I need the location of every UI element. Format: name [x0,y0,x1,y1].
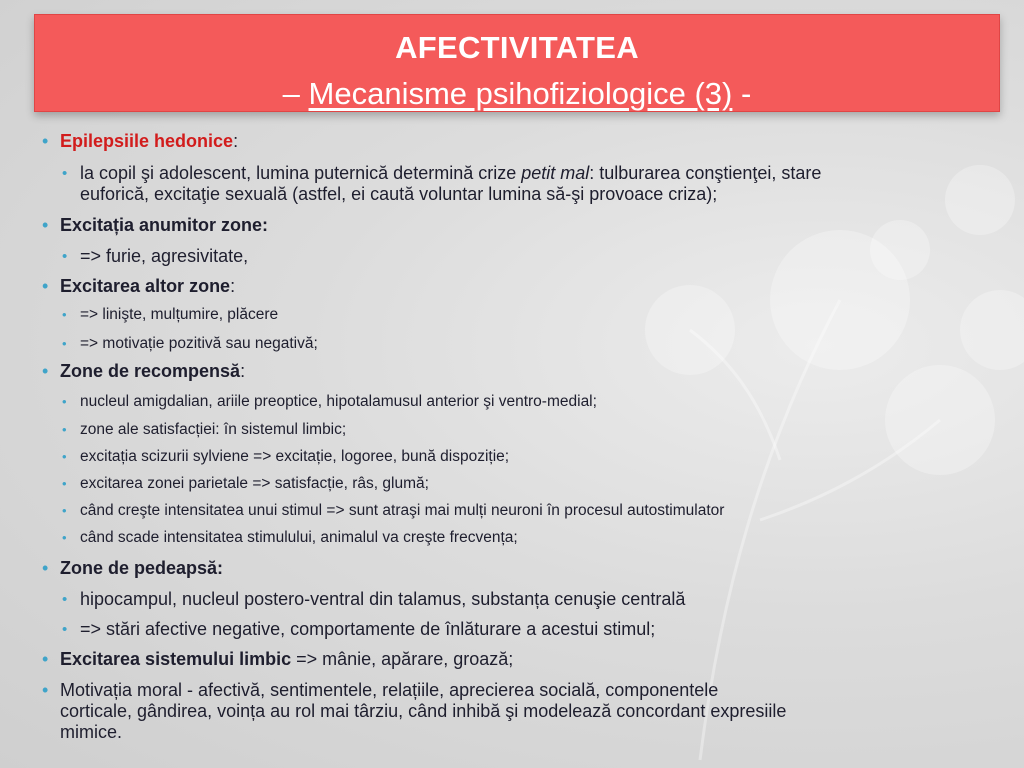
sub-bullet-scade-intensitatea: • când scade intensitatea stimulului, animalul va creşte frecvența; [62,529,518,546]
bullet-icon: • [62,449,67,464]
sub-bullet-parietale: • excitarea zonei parietale => satisfacție, râs, glumă; [62,475,429,492]
bullet-icon: • [62,422,67,437]
bullet-icon: • [42,649,49,669]
bullet-motivatia-moral-end: mimice. [60,722,122,742]
sub-bullet-nucleul: • nucleul amigdalian, ariile preoptice, hipotalamusul anterior şi ventro-medial; [62,393,597,410]
bullet-motivatia-moral-cont: corticale, gândirea, voința au rol mai târziu, când inhibă şi modelează concordant expresiile [60,701,787,721]
sub-bullet-liniste: • => linişte, mulțumire, plăcere [62,306,279,323]
sub-bullet-motivatie: • => motivație pozitivă sau negativă; [62,335,318,352]
bullet-icon: • [62,591,68,608]
bullet-zone-recompensa: • Zone de recompensă: [42,361,246,381]
bullet-icon: • [62,307,67,322]
bullet-icon: • [62,248,68,265]
bullet-zone-pedeapsa: • Zone de pedeapsă: [42,558,224,578]
bullet-icon: • [62,394,67,409]
bullet-icon: • [42,276,49,296]
bullet-icon: • [42,215,49,235]
sub-bullet-copil-cont: euforică, excitaţie sexuală (astfel, ei caută voluntar lumina să-şi provoace criza); [80,184,718,204]
bullet-sistem-limbic: • Excitarea sistemului limbic => mânie, apărare, groază; [42,649,514,669]
bullet-icon: • [62,503,67,518]
bullet-icon: • [62,530,67,545]
bullet-icon: • [62,165,68,182]
bullet-excitatia-anumitor: • Excitația anumitor zone: [42,215,269,235]
bullet-epilepsii: • Epilepsiile hedonice: [42,131,239,151]
bullet-icon: • [42,558,49,578]
bullet-excitarea-altor: • Excitarea altor zone: [42,276,236,296]
subtitle-underlined: Mecanisme psihofiziologice (3) [308,76,733,111]
bullet-icon: • [42,680,49,700]
bullet-motivatia-moral: • Motivația moral - afectivă, sentimentele, relațiile, aprecierea socială, componentele [42,680,719,700]
bullet-icon: • [62,476,67,491]
bullet-icon: • [42,131,49,151]
bullet-icon: • [42,361,49,381]
slide-title: AFECTIVITATEA [395,30,639,65]
sub-bullet-sylviene: • excitația scizurii sylviene => excitație, logoree, bună dispoziție; [62,448,510,465]
sub-bullet-furie: • => furie, agresivitate, [62,246,249,266]
sub-bullet-satisfactie: • zone ale satisfacției: în sistemul limbic; [62,421,347,438]
sub-bullet-hipocampul: • hipocampul, nucleul postero-ventral din talamus, substanța cenuşie centrală [62,589,686,609]
sub-bullet-creste-intensitatea: • când creşte intensitatea unui stimul => sunt atraşi mai mulți neuroni în procesul autostimulator [62,502,725,519]
bullet-icon: • [62,336,67,351]
bullet-icon: • [62,621,68,638]
sub-bullet-stari-negative: • => stări afective negative, comportamente de înlăturare a acestui stimul; [62,619,656,639]
sub-bullet-copil: • la copil şi adolescent, lumina puternică determină crize petit mal: tulburarea conştienţei, stare [62,163,822,183]
slide-subtitle: – Mecanisme psihofiziologice (3) - [282,76,752,111]
